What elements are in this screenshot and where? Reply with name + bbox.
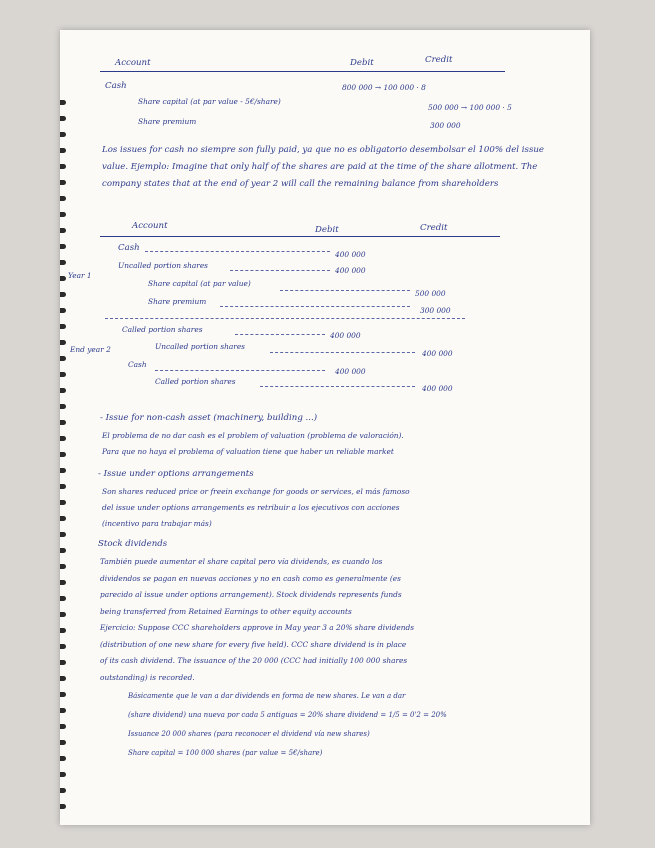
binding-ring xyxy=(60,244,66,249)
row-credit: 300 000 xyxy=(420,306,451,315)
binding-ring xyxy=(60,612,66,617)
leader-dash xyxy=(280,290,410,291)
leader-dash xyxy=(155,370,325,371)
binding-ring xyxy=(60,772,66,777)
binding-ring xyxy=(60,212,66,217)
text-line: Para que no haya el problema of valuation tiene que haber un reliable market xyxy=(102,447,394,456)
binding-ring xyxy=(60,740,66,745)
binding-ring xyxy=(60,260,66,265)
binding-ring xyxy=(60,532,66,537)
binding-ring xyxy=(60,132,66,137)
binding-ring xyxy=(60,340,66,345)
binding-ring xyxy=(60,324,66,329)
row-debit: 800 000 → 100 000 · 8 xyxy=(342,83,426,92)
notebook-page xyxy=(60,30,590,825)
binding-ring xyxy=(60,164,66,169)
text-line: (incentivo para trabajar más) xyxy=(102,519,212,528)
row-account: Share premium xyxy=(148,297,207,306)
header-rule xyxy=(100,71,505,72)
binding-ring xyxy=(60,420,66,425)
leader-dash xyxy=(145,251,330,252)
binding-ring xyxy=(60,468,66,473)
leader-dash xyxy=(230,270,330,271)
row-debit: 400 000 xyxy=(335,266,366,275)
header-account: Account xyxy=(132,221,168,231)
binding-ring xyxy=(60,692,66,697)
text-line: (distribution of one new share for every five held). CCC share dividend is in place xyxy=(100,639,407,649)
row-account: Cash xyxy=(118,243,140,253)
header-account: Account xyxy=(115,58,151,68)
leader-dash xyxy=(270,352,415,353)
row-credit: 300 000 xyxy=(430,121,461,130)
text-line: También puede aumentar el share capital pero vía dividends, es cuando los xyxy=(100,557,383,566)
binding-ring xyxy=(60,292,66,297)
note-line: Básicamente que le van a dar dividends en forma de new shares. Le van a dar xyxy=(128,692,406,700)
row-account: Share premium xyxy=(138,117,197,126)
text-line: del issue under options arrangements es retribuir a los ejecutivos con acciones xyxy=(102,503,400,512)
row-debit: 400 000 xyxy=(335,367,366,376)
binding-ring xyxy=(60,452,66,457)
row-account: Share capital (at par value) xyxy=(148,279,251,288)
leader-dash xyxy=(220,306,410,307)
binding-ring xyxy=(60,708,66,713)
row-debit: 400 000 xyxy=(330,331,361,340)
note-line: (share dividend) una nueva por cada 5 antiguas = 20% share dividend = 1/5 = 0'2 = 20% xyxy=(128,711,447,719)
binding-ring xyxy=(60,180,66,185)
binding-ring xyxy=(60,276,66,281)
heading-options: - Issue under options arrangements xyxy=(98,469,254,479)
binding-ring xyxy=(60,356,66,361)
row-account: Called portion shares xyxy=(155,377,236,386)
text-line: Ejercicio: Suppose CCC shareholders approve in May year 3 a 20% share dividends xyxy=(100,623,415,632)
binding-ring xyxy=(60,548,66,553)
separator-dash xyxy=(105,318,465,319)
heading-stock-dividends: Stock dividends xyxy=(98,539,168,549)
label-end-year-2: End year 2 xyxy=(70,345,111,354)
binding-ring xyxy=(60,724,66,729)
text-line: parecido al issue under options arrangement). Stock dividends represents funds xyxy=(100,590,402,599)
binding-ring xyxy=(60,116,66,121)
row-credit: 500 000 xyxy=(415,289,446,298)
note-line: Issuance 20 000 shares (para reconocer el dividend vía new shares) xyxy=(128,730,370,738)
binding-ring xyxy=(60,628,66,633)
binding-ring xyxy=(60,436,66,441)
binding-ring xyxy=(60,100,66,105)
row-credit: 400 000 xyxy=(422,349,453,358)
binding-ring xyxy=(60,564,66,569)
header-debit: Debit xyxy=(315,225,339,235)
binding-ring xyxy=(60,804,66,809)
text-line: being transferred from Retained Earnings to other equity accounts xyxy=(100,606,352,616)
heading-non-cash: - Issue for non-cash asset (machinery, building ...) xyxy=(100,413,318,423)
label-year-1: Year 1 xyxy=(68,271,92,280)
row-account: Uncalled portion shares xyxy=(155,342,245,351)
binding-ring xyxy=(60,308,66,313)
leader-dash xyxy=(235,334,325,335)
row-account: Called portion shares xyxy=(122,325,203,334)
binding-ring xyxy=(60,484,66,489)
binding-ring xyxy=(60,676,66,681)
row-debit: 400 000 xyxy=(335,250,366,259)
binding-ring xyxy=(60,644,66,649)
binding-ring xyxy=(60,516,66,521)
text-line: El problema de no dar cash es el problem of valuation (problema de valoración). xyxy=(102,431,404,440)
binding-ring xyxy=(60,500,66,505)
text-line: dividendos se pagan en nuevas acciones y no en cash como es generalmente (es xyxy=(100,573,401,583)
binding-ring xyxy=(60,596,66,601)
binding-ring xyxy=(60,788,66,793)
binding-ring xyxy=(60,196,66,201)
row-account: Cash xyxy=(128,360,147,369)
note-line: Share capital = 100 000 shares (par value = 5€/share) xyxy=(128,749,323,757)
leader-dash xyxy=(260,386,415,387)
binding-ring xyxy=(60,228,66,233)
binding-ring xyxy=(60,660,66,665)
header-credit: Credit xyxy=(420,223,448,233)
binding-ring xyxy=(60,756,66,761)
header-rule xyxy=(100,236,500,237)
header-debit: Debit xyxy=(350,58,374,68)
binding-ring xyxy=(60,372,66,377)
binding-ring xyxy=(60,580,66,585)
text-line: of its cash dividend. The issuance of the 20 000 (CCC had initially 100 000 shares xyxy=(100,656,408,665)
header-credit: Credit xyxy=(425,55,453,65)
row-account: Share capital (at par value - 5€/share) xyxy=(138,97,281,106)
binding-ring xyxy=(60,404,66,409)
binding-ring xyxy=(60,388,66,393)
text-line: Son shares reduced price or freein exchange for goods or services, el más famoso xyxy=(102,487,410,496)
row-account: Cash xyxy=(105,81,127,91)
text-line: outstanding) is recorded. xyxy=(100,672,195,682)
row-credit: 400 000 xyxy=(422,384,453,393)
paragraph-partially-paid: Los issues for cash no siempre son fully paid, ya que no es obligatorio desembolsar el 100% del issue value. Ejemplo: Imagine that only half of the shares are paid at the time of the share allotment. The company states that at the end of year 2 will call the remaining balance from shareholders xyxy=(102,145,544,189)
row-account: Uncalled portion shares xyxy=(118,261,208,270)
row-credit: 500 000 → 100 000 · 5 xyxy=(428,103,512,112)
binding-ring xyxy=(60,148,66,153)
